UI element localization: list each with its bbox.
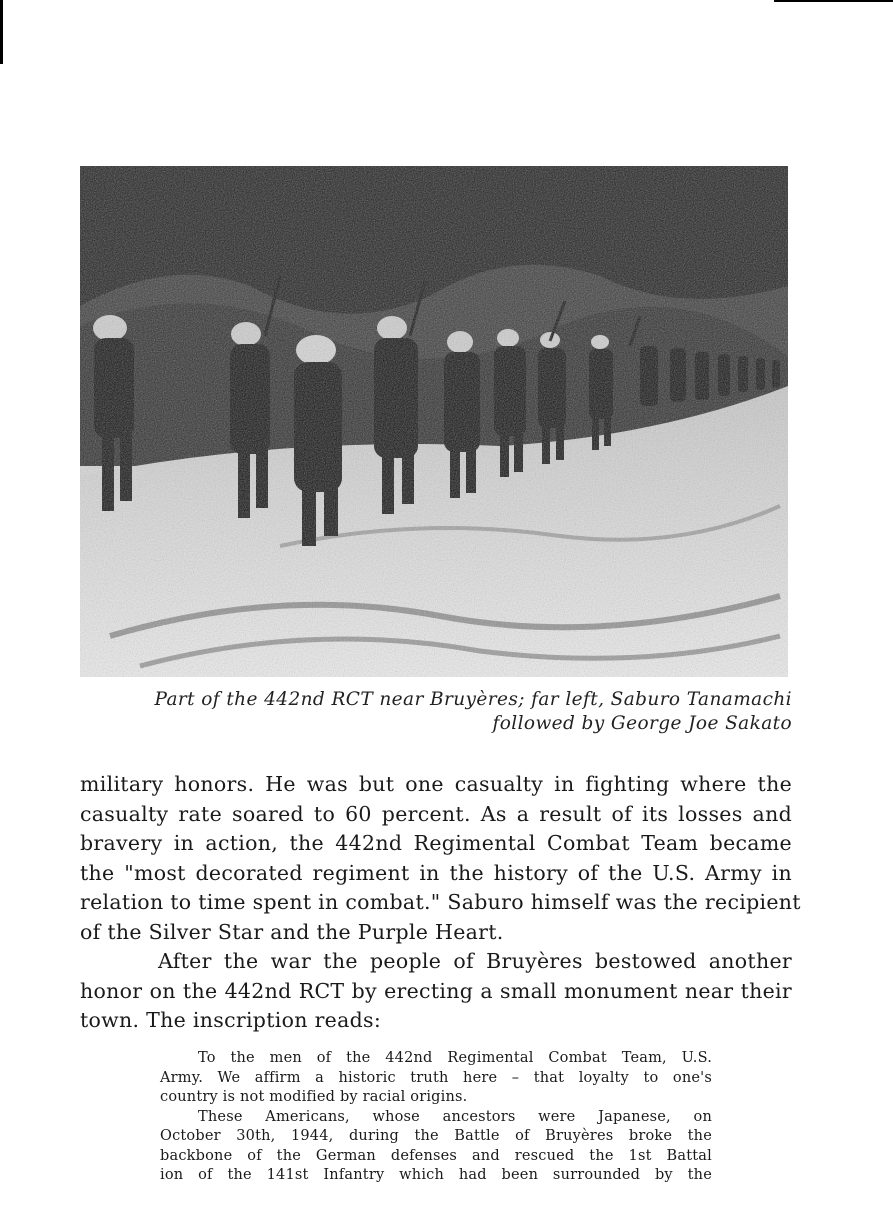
inscription-line: These Americans, whose ancestors were Japanese, on: [198, 1108, 712, 1125]
inscription-line: Army. We affirm a historic truth here – that loyalty to one's: [160, 1069, 712, 1086]
caption-line-1: Part of the 442nd RCT near Bruyères; far left, Saburo Tanamachi: [154, 689, 792, 710]
body-line: the "most decorated regiment in the history of the U.S. Army in: [80, 860, 792, 885]
inscription-line: ion of the 141st Infantry which had been surrounded by the: [160, 1167, 712, 1183]
body-line: casualty rate soared to 60 percent. As a result of its losses and: [80, 801, 792, 826]
body-line: After the war the people of Bruyères bestowed another: [158, 949, 792, 973]
inscription-line: backbone of the German defenses and rescued the 1st Battal: [160, 1147, 712, 1164]
body-line: relation to time spent in combat." Saburo himself was the recipient: [80, 890, 801, 914]
caption-line-2: followed by George Joe Sakato: [492, 713, 792, 734]
page-edge-line-top: [774, 0, 893, 2]
photo-442nd-rct-marching: [80, 166, 788, 677]
monument-inscription: [160, 1049, 712, 1186]
body-line: town. The inscription reads:: [80, 1008, 382, 1032]
page-edge-line-left: [0, 0, 3, 64]
inscription-line: October 30th, 1944, during the Battle of Bruyères broke the: [160, 1128, 712, 1144]
body-paragraphs: [80, 770, 801, 1036]
body-line: bravery in action, the 442nd Regimental Combat Team became: [80, 831, 792, 855]
inscription-line: country is not modified by racial origins.: [160, 1089, 468, 1105]
body-line: of the Silver Star and the Purple Heart.: [80, 919, 504, 944]
body-line: military honors. He was but one casualty in fighting where the: [80, 772, 792, 796]
body-line: honor on the 442nd RCT by erecting a small monument near their: [80, 978, 792, 1003]
inscription-line: To the men of the 442nd Regimental Combat Team, U.S.: [198, 1050, 712, 1066]
photo-caption: [80, 688, 792, 736]
photo-soldiers-marching-icon: [80, 166, 788, 677]
